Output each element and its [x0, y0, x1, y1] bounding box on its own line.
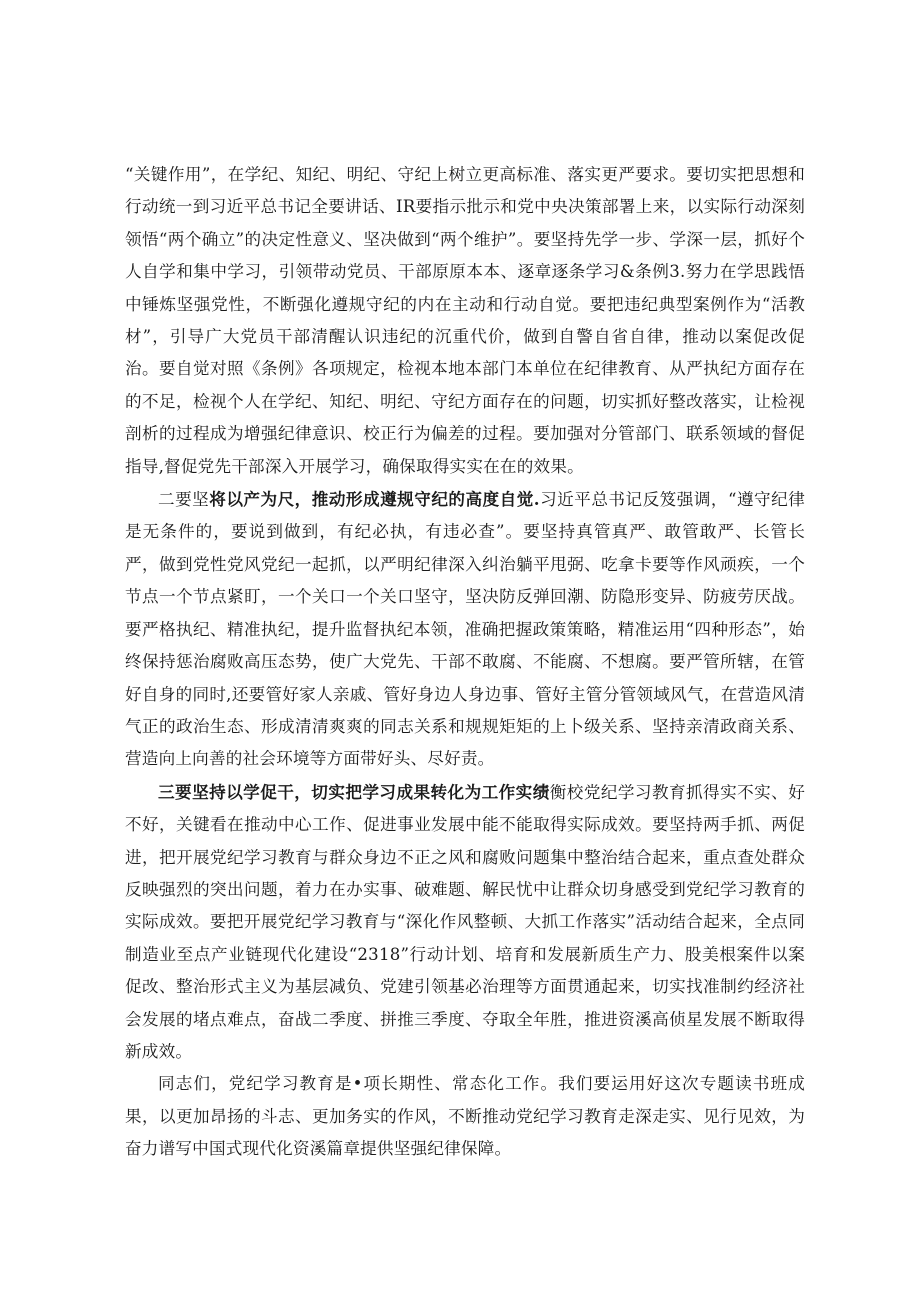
paragraph-3: [125, 776, 805, 1069]
document-body: [125, 159, 805, 1166]
paragraph-4-text: 同志们，党纪学习教育是•项长期性、常态化工作。我们要运用好这次专题读书班成果，以更加昂扬的斗志、更加务实的作风，不断推动党纪学习教育走深走实、见行见效，为奋力谱写中国式现代化资溪篇章提供坚强纪律保障。: [125, 1074, 805, 1159]
paragraph-1-text: “关键作用”，在学纪、知纪、明纪、守纪上树立更高标准、落实更严要求。要切实把思想和行动统一到习近平总书记全要讲话、IR要指示批示和党中央决策部署上来，以实际行动深刻领悟“两个确立”的决定性意义、坚决做到“两个维护”。要坚持先学一步、学深一层，抓好个人自学和集中学习，引领带动党员、干部原原本本、逐章逐条学习&条例3.努力在学思践悟中锤炼坚强党性，不断强化遵规守纪的内在主动和行动自觉。要把违纪典型案例作为“活教材”，引导广大党员干部清醒认识违纪的沉重代价，做到自警自省自律，推动以案促改促治。要自觉对照《条例》各项规定，检视本地本部门本单位在纪律教育、从严执纪方面存在的不足，检视个人在学纪、知纪、明纪、守纪方面存在的问题，切实抓好整改落实，让检视剖析的过程成为增强纪律意识、校正行为偏差的过程。要加强对分管部门、联系领域的督促指导,督促党先干部深入开展学习，确保取得实实在在的效果。: [125, 165, 805, 476]
paragraph-1: [125, 159, 805, 483]
paragraph-4: [125, 1068, 805, 1165]
paragraph-2: [125, 483, 805, 776]
paragraph-2-text: 习近平总书记反笈强调，“遵守纪律是无条件的，要说到做到，有纪必执，有违必查”。要坚持真管真严、敢管敢严、长管长严，做到党性党风党纪一起抓，以严明纪律深入纠治躺平甩弼、吃拿卡要等作风顽疾，一个节点一个节点紧盯，一个关口一个关口坚守，坚决防反弹回潮、防隐形变异、防疲劳厌战。要严格执纪、精准执纪，提升监督执纪本领，准确把握政策策略，精准运用“四种形态”，始终保持惩治腐败高压态势，使广大党先、干部不敢腐、不能腐、不想腐。要严管所辖，在管好自身的同时,还要管好家人亲戚、管好身边人身边事、管好主管分管领域风气，在营造风清气正的政治生态、形成清清爽爽的同志关系和规规矩矩的上卜级关系、坚持亲清政商关系、营造向上向善的社会环境等方面带好头、尽好责。: [125, 490, 805, 769]
paragraph-2-heading: 将以产为尺，推动形成遵规守纪的高度自觉.: [209, 489, 540, 510]
paragraph-3-text: 衡校党纪学习教育抓得实不实、好不好，关键看在推动中心工作、促进事业发展中能不能取得实际成效。要坚持两手抓、两促进，把开展党纪学习教育与群众身边不正之风和腐败问题集中整治结合起来，重点查处群众反映强烈的突出问题，着力在办实事、破难题、解民忧中让群众切身感受到党纪学习教育的实际成效。要把开展党纪学习教育与“深化作风整顿、大抓工作落实”活动结合起来，全点同制造业至点产业链现代化建设“2318”行动计划、培育和发展新质生产力、股美根案件以案促改、整治形式主义为基层减负、党建引领基必治理等方面贯通起来，切实找准制约经济社会发展的堵点难点，奋战二季度、拼推三季度、夺取全年胜，推进资溪高侦星发展不断取得新成效。: [125, 782, 805, 1061]
paragraph-3-heading: 三要坚持以学促干，切实把学习成果转化为工作实绩: [158, 781, 550, 802]
paragraph-2-lead-prefix: 二要坚: [158, 490, 210, 510]
